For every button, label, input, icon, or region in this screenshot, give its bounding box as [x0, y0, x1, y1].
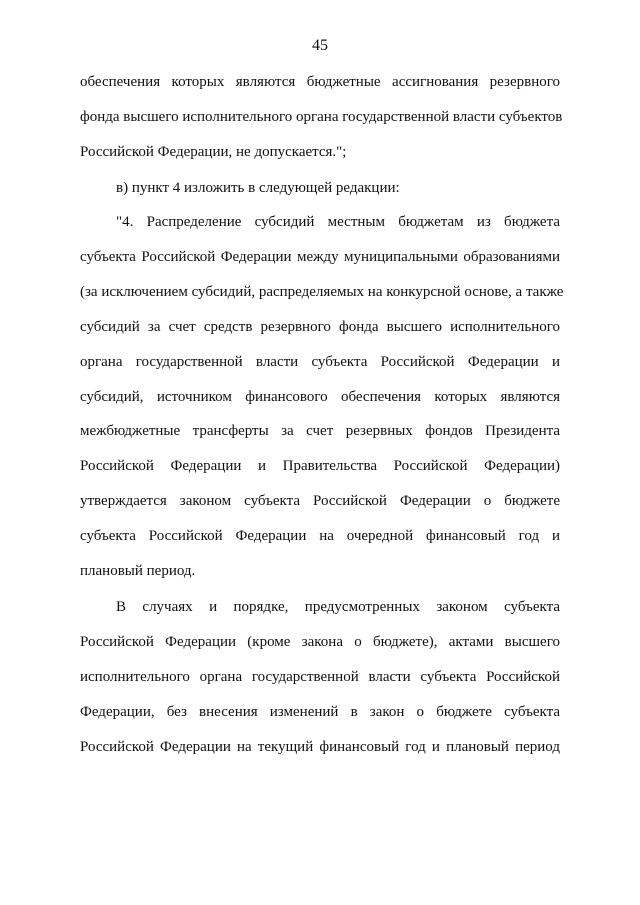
text-line: исполнительного органа государственной власти субъекта Российской: [80, 669, 560, 685]
text-line: обеспечения которых являются бюджетные ассигнования резервного: [80, 74, 560, 90]
text-line: субсидий за счет средств резервного фонда высшего исполнительного: [80, 319, 560, 335]
text-line: плановый период.: [80, 563, 196, 579]
text-line: органа государственной власти субъекта Российской Федерации и: [80, 354, 560, 370]
text-line: "4. Распределение субсидий местным бюджетам из бюджета: [116, 214, 560, 230]
text-line: фонда высшего исполнительного органа государственной власти субъектов: [80, 109, 563, 125]
text-line: В случаях и порядке, предусмотренных законом субъекта: [116, 599, 560, 615]
text-line: субъекта Российской Федерации на очередной финансовый год и: [80, 528, 560, 544]
text-line: межбюджетные трансферты за счет резервных фондов Президента: [80, 423, 560, 439]
text-line: Российской Федерации и Правительства Российской Федерации): [80, 458, 560, 474]
text-line: (за исключением субсидий, распределяемых на конкурсной основе, а также: [80, 284, 564, 300]
text-line: Федерации, без внесения изменений в закон о бюджете субъекта: [80, 704, 560, 720]
page-number: 45: [312, 37, 328, 54]
text-line: Российской Федерации, не допускается.";: [80, 144, 347, 160]
text-line: утверждается законом субъекта Российской Федерации о бюджете: [80, 493, 560, 509]
text-line: субъекта Российской Федерации между муниципальными образованиями: [80, 249, 560, 265]
text-line: Российской Федерации на текущий финансовый год и плановый период: [80, 739, 560, 755]
text-line: в) пункт 4 изложить в следующей редакции:: [116, 180, 400, 196]
text-line: Российской Федерации (кроме закона о бюджете), актами высшего: [80, 634, 560, 650]
text-line: субсидий, источником финансового обеспечения которых являются: [80, 389, 560, 405]
